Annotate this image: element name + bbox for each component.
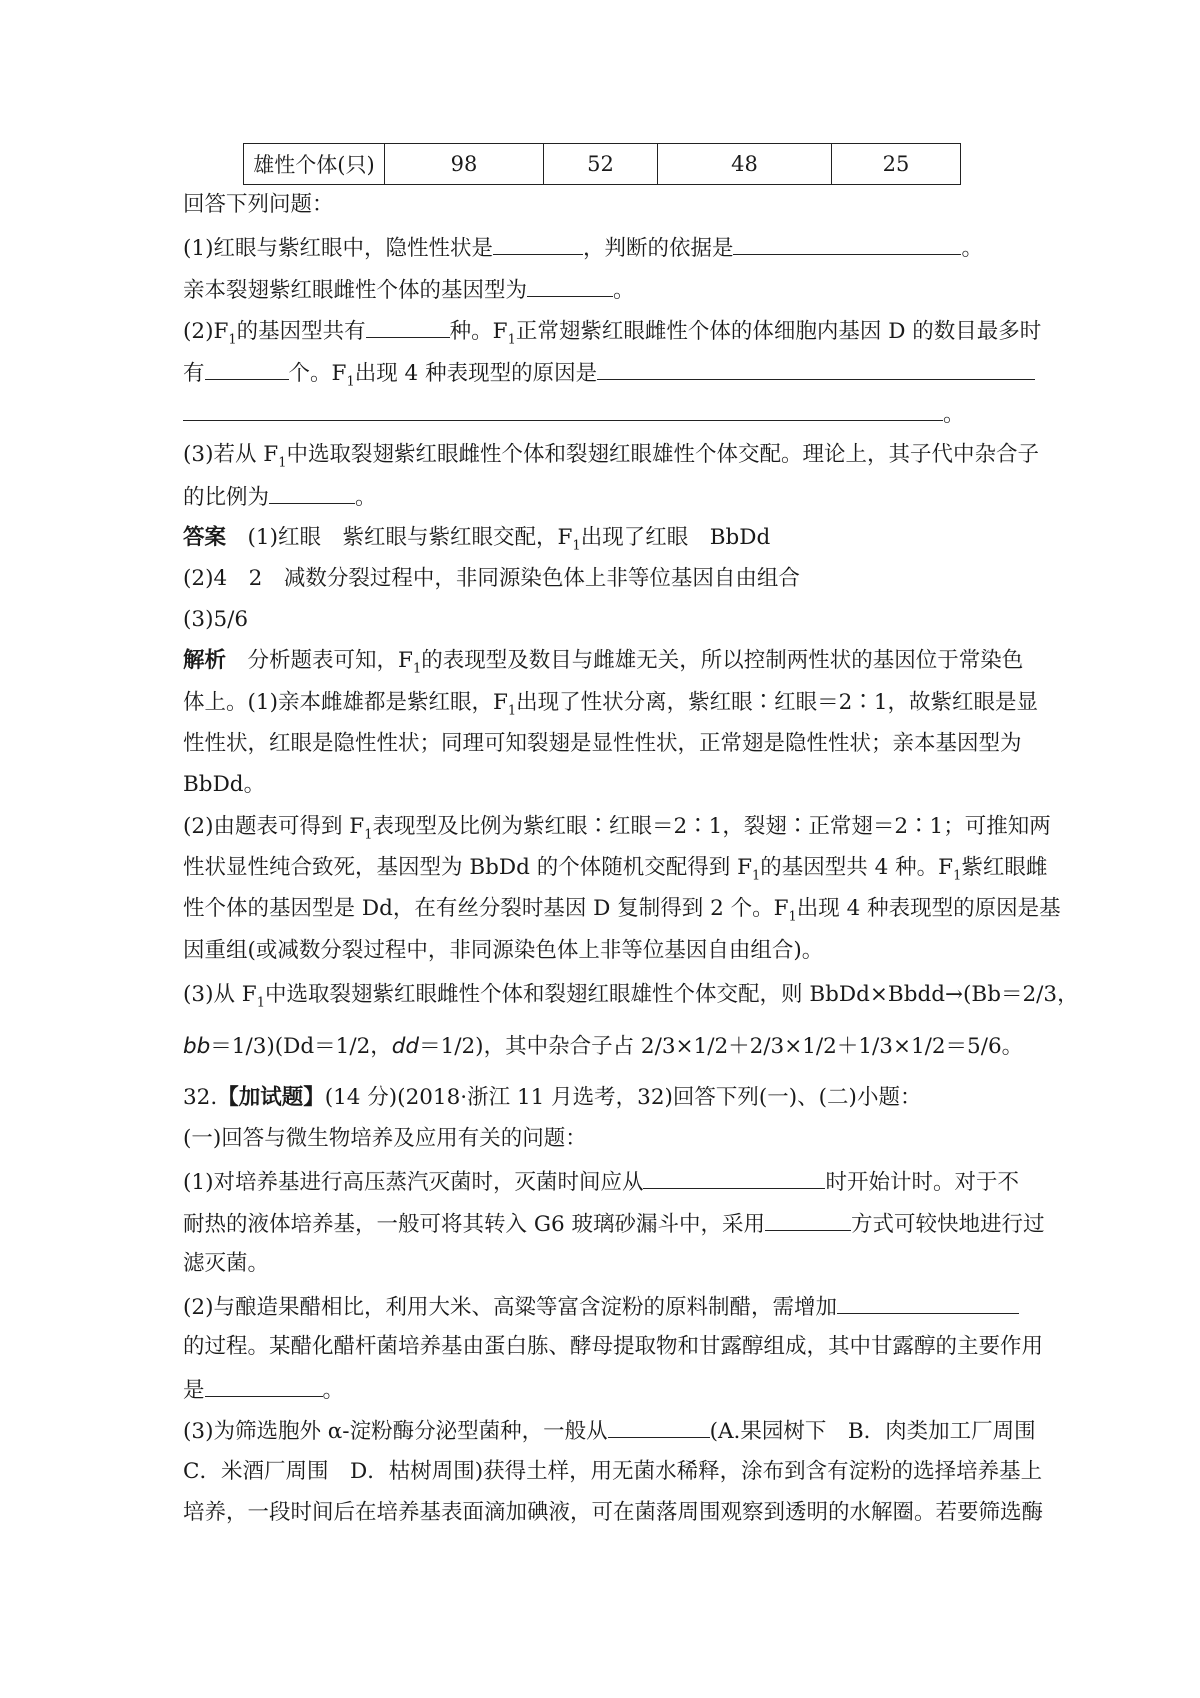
q32-1-line2: 耐热的液体培养基，一般可将其转入 G6 玻璃砂漏斗中，采用 方式可较快地进行过	[183, 1208, 1045, 1240]
answer-blank	[205, 357, 289, 380]
analysis-line3: 性性状，红眼是隐性性状；同理可知裂翅是显性性状，正常翅是隐性性状；亲本基因型为	[183, 731, 1022, 756]
q32-1-line3: 滤灭菌。	[183, 1251, 270, 1276]
q32-3-line1: (3)为筛选胞外 α-淀粉酶分泌型菌种，一般从 (A.果园树下 B．肉类加工厂周围	[183, 1415, 1036, 1447]
q32-2-line2: 的过程。某醋化醋杆菌培养基由蛋白胨、酵母提取物和甘露醇组成，其中甘露醇的主要作用	[183, 1334, 1044, 1359]
analysis-line8: 因重组(或减数分裂过程中，非同源染色体上非等位基因自由组合)。	[183, 938, 824, 963]
q32-part1-intro: (一)回答与微生物培养及应用有关的问题：	[183, 1126, 587, 1151]
answer-blank	[608, 1415, 710, 1438]
answer-blank	[597, 357, 1035, 380]
answer-blank	[493, 232, 583, 255]
q32-3-line2: C．米酒厂周围 D．枯树周围)获得土样，用无菌水稀释，涂布到含有淀粉的选择培养基上	[183, 1459, 1043, 1484]
analysis-line2: 体上。(1)亲本雌雄都是紫红眼，$F_1$出现了性状分离，紫红眼∶红眼＝2∶1，故紫红眼是显	[183, 690, 1039, 719]
q32-title: 32.【加试题】(14 分)(2018·浙江 11 月选考，32)回答下列(一)、(二)小题：	[183, 1085, 922, 1110]
question-intro: 回答下列问题：	[183, 192, 334, 217]
analysis-line5: (2)由题表可得到 $F_1$表现型及比例为紫红眼∶红眼＝2∶1，裂翅∶正常翅＝2∶1；可推知两	[183, 814, 1051, 843]
answer-blank	[837, 1291, 1019, 1314]
answer-blank	[527, 274, 613, 297]
table-cell: 98	[385, 144, 544, 185]
table-cell: 25	[832, 144, 961, 185]
answer-line2: (2)4 2 减数分裂过程中，非同源染色体上非等位基因自由组合	[183, 566, 800, 591]
q32-3-line3: 培养，一段时间后在培养基表面滴加碘液，可在菌落周围观察到透明的水解圈。若要筛选酶	[183, 1500, 1044, 1525]
data-table	[243, 143, 961, 185]
table-cell: 52	[544, 144, 658, 185]
q2-line3: 。	[183, 398, 965, 430]
answer-blank	[183, 398, 943, 421]
answer-blank	[366, 315, 450, 338]
table-cell: 48	[658, 144, 832, 185]
table-row-label: 雄性个体(只)	[244, 144, 385, 185]
table-row	[244, 144, 961, 185]
analysis-line7: 性个体的基因型是 Dd，在有丝分裂时基因 D 复制得到 2 个。$F_1$出现 4 种表现型的原因是基	[183, 896, 1061, 925]
answer-blank	[733, 232, 961, 255]
answer-blank	[269, 481, 355, 504]
q2-line2: 有 个。$F_1$出现 4 种表现型的原因是	[183, 357, 1035, 397]
q32-2-line3: 是 。	[183, 1374, 344, 1406]
q1-line2: 亲本裂翅紫红眼雌性个体的基因型为 。	[183, 274, 635, 306]
answer-line1: 答案 (1)红眼 紫红眼与紫红眼交配，$F_1$出现了红眼 BbDd	[183, 525, 771, 554]
answer-blank	[205, 1374, 323, 1397]
q2-line1: $(2)F_1$的基因型共有 种。$F_1$正常翅紫红眼雌性个体的体细胞内基因 D 的数目最多时	[183, 315, 1041, 355]
answer-label: 答案	[183, 525, 227, 550]
q3-line1: (3)若从 $F_1$中选取裂翅紫红眼雌性个体和裂翅红眼雄性个体交配。理论上，其子代中杂合子	[183, 442, 1040, 471]
q1-line1: (1)红眼与紫红眼中，隐性性状是 ，判断的依据是 。	[183, 232, 983, 264]
analysis-label: 解析	[183, 648, 227, 673]
answer-blank	[643, 1166, 825, 1189]
q3-line2: 的比例为 。	[183, 481, 377, 513]
answer-line3: (3)5/6	[183, 607, 249, 632]
analysis-line10: bb＝1/3)(Dd＝1/2，dd＝1/2)，其中杂合子占 2/3×1/2＋2/3×1/2＋1/3×1/2＝5/6。	[183, 1034, 1024, 1059]
q32-1-line1: (1)对培养基进行高压蒸汽灭菌时，灭菌时间应从 时开始计时。对于不	[183, 1166, 1019, 1198]
q32-2-line1: (2)与酿造果醋相比，利用大米、高粱等富含淀粉的原料制醋，需增加	[183, 1291, 1019, 1323]
analysis-line4: BbDd。	[183, 772, 266, 797]
analysis-line6: 性状显性纯合致死，基因型为 BbDd 的个体随机交配得到 $F_1$的基因型共 4 种。$F_1$紫红眼雌	[183, 855, 1048, 884]
analysis-line1: 解析 分析题表可知，$F_1$的表现型及数目与雌雄无关，所以控制两性状的基因位于常染色	[183, 648, 1024, 677]
analysis-line9: (3)从 $F_1$中选取裂翅紫红眼雌性个体和裂翅红眼雄性个体交配，则 BbDd×Bbdd→(Bb＝2/3，	[183, 982, 1079, 1011]
answer-blank	[765, 1208, 851, 1231]
